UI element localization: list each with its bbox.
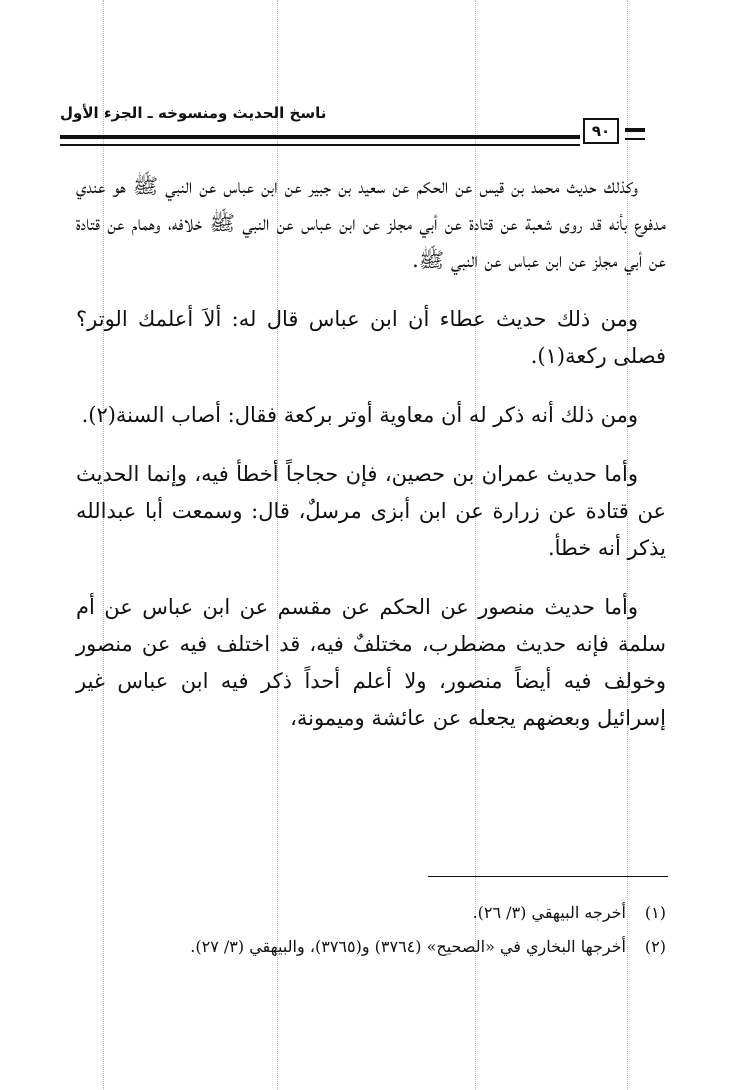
running-title: ناسخ الحديث ومنسوخه ـ الجزء الأول (60, 104, 327, 122)
paragraph: ومن ذلك حديث عطاء أن ابن عباس قال له: ألاَ أعلمك الوتر؟ فصلى ركعة(١). (76, 307, 666, 368)
page-header (60, 98, 680, 148)
footnote (76, 898, 666, 928)
header-rule-right-thick (625, 128, 645, 132)
paragraph: وكذلك حديث محمد بن قيس عن الحكم عن سعيد بن جبير عن ابن عباس عن النبي ﷺ هو عندي مدفوع بأنه قد روى شعبة عن قتادة عن أبي مجلز عن ابن عباس عن النبي ﷺ خلافه، وهمام عن قتادة عن أبي مجلز عن ابن عباس عن النبي ﷺ. (76, 174, 666, 272)
footnote-number: (٢) (644, 937, 666, 956)
footnotes (76, 898, 666, 966)
footnote (76, 932, 666, 962)
header-rule-right-thin (625, 138, 645, 140)
footnote-number: (١) (644, 903, 666, 922)
paragraph: وأما حديث منصور عن الحكم عن مقسم عن ابن عباس عن أم سلمة فإنه حديث مضطرب، مختلفٌ فيه، قد اختلف فيه عن منصور وخولف فيه أيضاً منصور، ولا أعلم أحداً ذكر فيه ابن عباس غير إسرائيل وبعضهم يجعله عن عائشة وميمونة، (76, 595, 666, 730)
header-rule-thin (60, 144, 580, 146)
paragraph: وأما حديث عمران بن حصين، فإن حجاجاً أخطأ فيه، وإنما الحديث عن قتادة عن زرارة عن ابن أبزى مرسلٌ، قال: وسمعت أبا عبدالله يذكر أنه خطأ. (76, 462, 666, 560)
main-text (76, 168, 666, 759)
header-rule-thick (60, 135, 580, 139)
page-number: ٩٠ (583, 118, 619, 144)
footnote-divider (428, 876, 668, 877)
paragraph: ومن ذلك أنه ذكر له أن معاوية أوتر بركعة فقال: أصاب السنة(٢). (81, 403, 638, 427)
footnote-text: أخرجها البخاري في «الصحيح» (٣٧٦٤) و(٣٧٦٥)، والبيهقي (٣/ ٢٧). (190, 937, 626, 956)
footnote-text: أخرجه البيهقي (٣/ ٢٦). (472, 903, 626, 922)
